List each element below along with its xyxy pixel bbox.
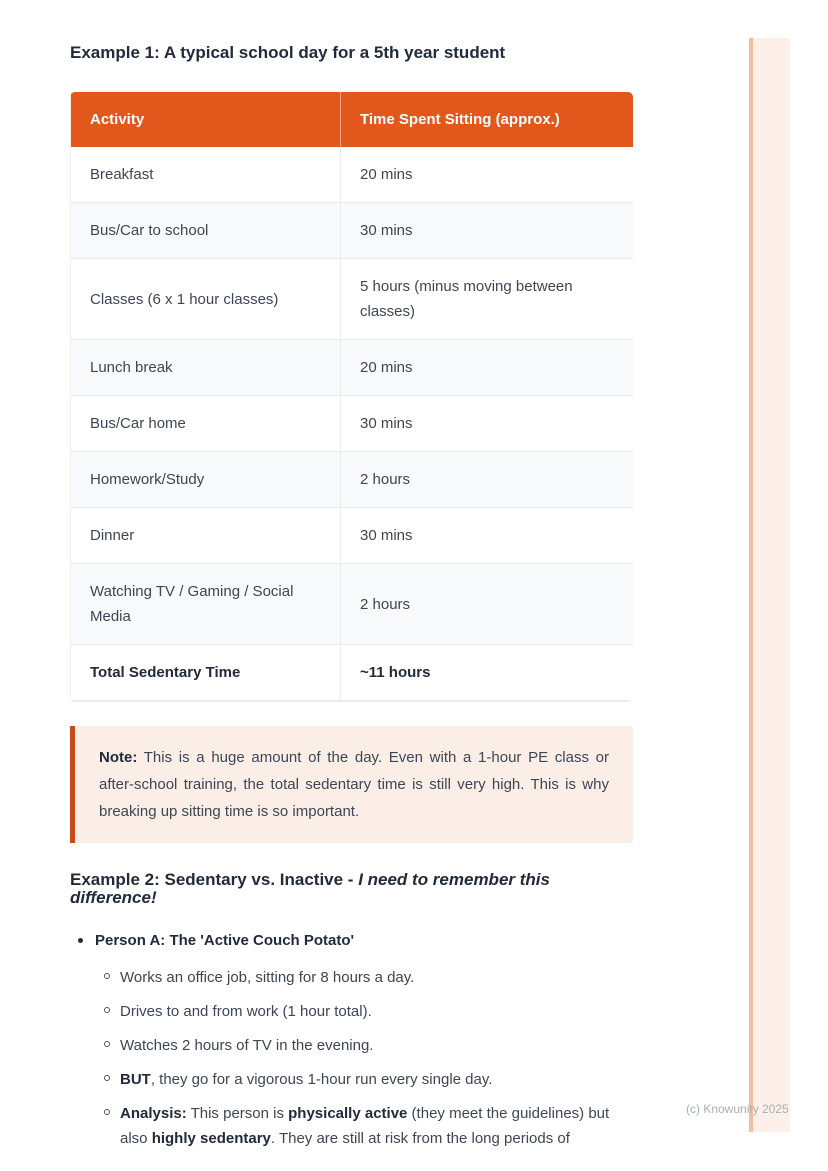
- table-body: [71, 147, 634, 701]
- time-cell: 30 mins: [341, 396, 634, 452]
- example2-heading: [70, 871, 633, 907]
- list-item: Drives to and from work (1 hour total).: [95, 999, 633, 1024]
- table-row: [71, 203, 634, 259]
- right-margin-stripe: [749, 38, 790, 1132]
- table-header-row: [71, 92, 634, 147]
- table-row: [71, 564, 634, 645]
- column-header-time: Time Spent Sitting (approx.): [341, 92, 634, 147]
- activity-cell: Breakfast: [71, 147, 341, 203]
- column-header-activity: Activity: [71, 92, 341, 147]
- activity-cell: Bus/Car to school: [71, 203, 341, 259]
- example1-heading: Example 1: A typical school day for a 5th year student: [70, 43, 506, 62]
- activity-cell: Watching TV / Gaming / Social Media: [71, 564, 341, 645]
- time-cell: 2 hours: [341, 452, 634, 508]
- time-cell: 20 mins: [341, 147, 634, 203]
- table-row: [71, 396, 634, 452]
- example2-heading-emphasis: I need to remember this difference!: [70, 870, 550, 907]
- note-text: Note: This is a huge amount of the day. Even with a 1-hour PE class or after-school training, the total sedentary time is still very high. This is why breaking up sitting time is so important.: [99, 749, 609, 820]
- list-item: Works an office job, sitting for 8 hours a day.: [95, 965, 633, 990]
- time-cell: 20 mins: [341, 340, 634, 396]
- time-cell: 30 mins: [341, 203, 634, 259]
- person-a-title: Person A: The 'Active Couch Potato': [95, 932, 355, 949]
- activity-cell: Homework/Study: [71, 452, 341, 508]
- activity-cell: Bus/Car home: [71, 396, 341, 452]
- activity-cell: Dinner: [71, 508, 341, 564]
- activity-cell: Classes (6 x 1 hour classes): [71, 259, 341, 340]
- time-cell: ~11 hours: [341, 645, 634, 701]
- person-a-points: [95, 965, 633, 1151]
- sedentary-time-table: [70, 92, 633, 702]
- activity-cell: Lunch break: [71, 340, 341, 396]
- page-content: [70, 0, 633, 1151]
- time-cell: 30 mins: [341, 508, 634, 564]
- table-row: [71, 645, 634, 701]
- time-cell: 2 hours: [341, 564, 634, 645]
- list-item: Watches 2 hours of TV in the evening.: [95, 1033, 633, 1058]
- watermark: (c) Knowunity 2025: [686, 1102, 789, 1116]
- table-row: [71, 259, 634, 340]
- person-a-item: [70, 932, 633, 1151]
- list-item: Analysis: This person is physically active (they meet the guidelines) but also highly sedentary. They are still at risk from the long periods of: [95, 1101, 633, 1151]
- example2-heading-main: Example 2: Sedentary vs. Inactive -: [70, 870, 359, 889]
- list-item: BUT, they go for a vigorous 1-hour run every single day.: [95, 1067, 633, 1092]
- table-row: [71, 340, 634, 396]
- time-cell: 5 hours (minus moving between classes): [341, 259, 634, 340]
- table-row: [71, 508, 634, 564]
- table-row: [71, 147, 634, 203]
- table-row: [71, 452, 634, 508]
- table: [70, 92, 633, 701]
- person-list: [70, 932, 633, 1151]
- note-callout: [70, 726, 633, 843]
- activity-cell: Total Sedentary Time: [71, 645, 341, 701]
